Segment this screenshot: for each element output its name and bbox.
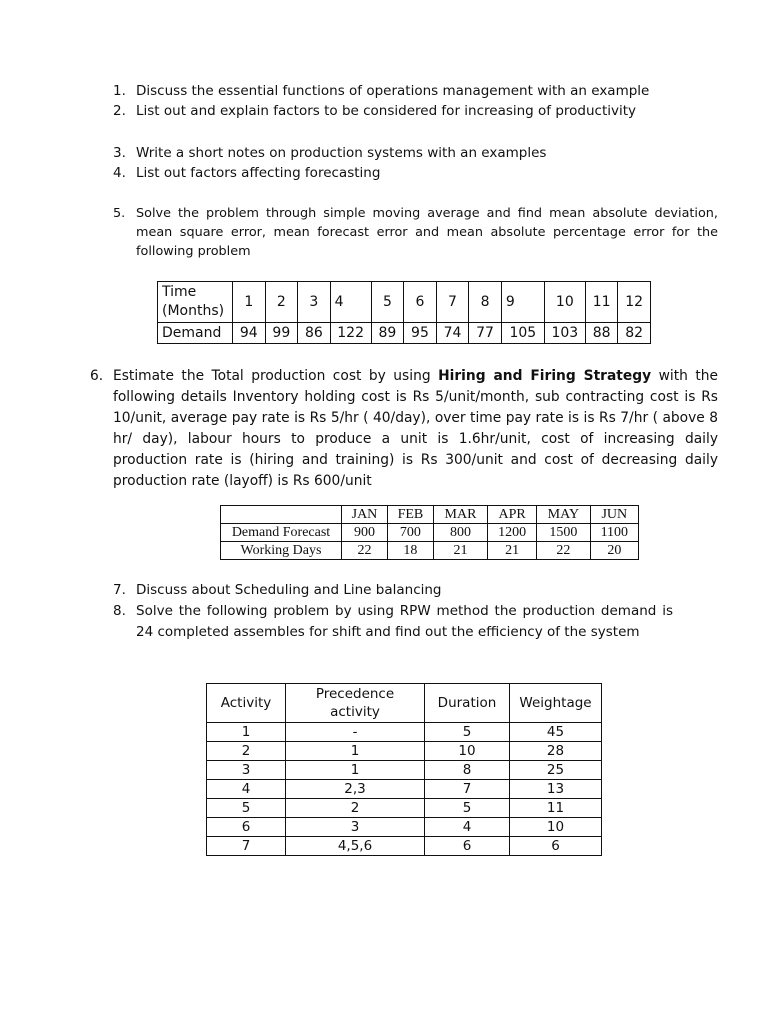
demand-cell: 99 xyxy=(265,323,298,344)
table-row xyxy=(207,818,602,837)
demand-table xyxy=(157,281,651,344)
column-header: Activity xyxy=(207,684,286,723)
table-cell: 45 xyxy=(510,723,602,742)
table-cell: 7 xyxy=(207,837,286,856)
table-cell: 20 xyxy=(590,542,638,560)
table-cell: 1 xyxy=(286,742,425,761)
month-cell: 5 xyxy=(371,282,404,323)
table-row-label: Demand Forecast xyxy=(221,524,342,542)
table-row xyxy=(207,837,602,856)
table-row-label: Demand xyxy=(158,323,233,344)
table-cell: 700 xyxy=(387,524,433,542)
table-cell: 5 xyxy=(207,799,286,818)
table-cell: 1 xyxy=(207,723,286,742)
demand-cell: 103 xyxy=(544,323,585,344)
column-header: APR xyxy=(488,506,537,524)
table-cell: 3 xyxy=(286,818,425,837)
table-cell: - xyxy=(286,723,425,742)
month-cell: 7 xyxy=(436,282,469,323)
table-cell: 5 xyxy=(425,723,510,742)
table-cell: 1500 xyxy=(537,524,591,542)
demand-cell: 89 xyxy=(371,323,404,344)
column-header: MAY xyxy=(537,506,591,524)
table-row xyxy=(221,506,639,524)
table-row xyxy=(158,323,651,344)
table-cell: 7 xyxy=(425,780,510,799)
column-header: MAR xyxy=(433,506,487,524)
table-cell: 10 xyxy=(510,818,602,837)
question-8: 8. Solve the following problem by using RPW method the production demand is 24 completed assembles for shift and find out the efficiency of the system xyxy=(113,601,673,643)
question-6-text: Estimate the Total production cost by using Hiring and Firing Strategy with the following details Inventory holding cost is Rs 5/unit/month, sub contracting cost is Rs 10/unit, average pay rate is Rs 5/hr ( 40/day), over time pay rate is is Rs 7/hr ( above 8 hr/ day), labour hours to produce a unit is 1.6hr/unit, cost of increasing daily production rate is (hiring and training) is Rs 300/unit and cost of decreasing daily production rate (layoff) is Rs 600/unit xyxy=(113,368,718,489)
question-7-text: Discuss about Scheduling and Line balancing xyxy=(136,582,442,598)
month-cell: 1 xyxy=(233,282,266,323)
table-cell: 13 xyxy=(510,780,602,799)
table-row xyxy=(221,542,639,560)
demand-cell: 77 xyxy=(469,323,502,344)
table-row xyxy=(207,742,602,761)
month-cell: 2 xyxy=(265,282,298,323)
month-cell: 4 xyxy=(330,282,371,323)
table-cell: 1 xyxy=(286,761,425,780)
column-header: Precedence activity xyxy=(286,684,425,723)
question-4-text: List out factors affecting forecasting xyxy=(136,165,381,181)
table-cell: 11 xyxy=(510,799,602,818)
table-row xyxy=(207,723,602,742)
table-cell: 21 xyxy=(433,542,487,560)
demand-cell: 94 xyxy=(233,323,266,344)
column-header: JUN xyxy=(590,506,638,524)
table-row xyxy=(207,684,602,723)
table-cell: 28 xyxy=(510,742,602,761)
month-cell: 6 xyxy=(404,282,437,323)
table-row-label: Time (Months) xyxy=(158,282,233,323)
table-cell: 18 xyxy=(387,542,433,560)
table-row-label: Working Days xyxy=(221,542,342,560)
table-row xyxy=(158,282,651,323)
table-row xyxy=(207,799,602,818)
table-cell: 22 xyxy=(342,542,388,560)
month-cell: 11 xyxy=(585,282,618,323)
table-cell: 6 xyxy=(425,837,510,856)
table-cell: 2,3 xyxy=(286,780,425,799)
table-cell: 900 xyxy=(342,524,388,542)
table-cell: 8 xyxy=(425,761,510,780)
column-header: Duration xyxy=(425,684,510,723)
month-cell: 8 xyxy=(469,282,502,323)
table-cell: 22 xyxy=(537,542,591,560)
strategy-name: Hiring and Firing Strategy xyxy=(438,368,652,384)
demand-cell: 122 xyxy=(330,323,371,344)
demand-cell: 95 xyxy=(404,323,437,344)
demand-cell: 82 xyxy=(618,323,651,344)
question-2: 2. List out and explain factors to be considered for increasing of productivity xyxy=(113,101,673,121)
month-cell: 12 xyxy=(618,282,651,323)
demand-cell: 86 xyxy=(298,323,331,344)
demand-cell: 105 xyxy=(501,323,544,344)
table-cell: 1100 xyxy=(590,524,638,542)
table-cell: 1200 xyxy=(488,524,537,542)
forecast-table xyxy=(220,505,639,560)
table-cell: 4,5,6 xyxy=(286,837,425,856)
column-header: Weightage xyxy=(510,684,602,723)
table-cell: 5 xyxy=(425,799,510,818)
question-8-text: Solve the following problem by using RPW method the production demand is 24 completed assembles for shift and find out the efficiency of the system xyxy=(136,603,673,640)
table-cell: 6 xyxy=(510,837,602,856)
table-cell: 6 xyxy=(207,818,286,837)
table-corner-cell xyxy=(221,506,342,524)
demand-cell: 74 xyxy=(436,323,469,344)
month-cell: 10 xyxy=(544,282,585,323)
question-5: 5. Solve the problem through simple moving average and find mean absolute deviation, mean square error, mean forecast error and mean absolute percentage error for the following problem xyxy=(113,206,718,259)
question-2-text: List out and explain factors to be considered for increasing of productivity xyxy=(136,103,637,119)
question-6: 6. Estimate the Total production cost by using Hiring and Firing Strategy with the following details Inventory holding cost is Rs 5/unit/month, sub contracting cost is Rs 10/unit, average pay rate is Rs 5/hr ( 40/day), over time pay rate is is Rs 7/hr ( above 8 hr/ day), labour hours to produce a unit is 1.6hr/unit, cost of increasing daily production rate is (hiring and training) is Rs 300/unit and cost of decreasing daily production rate (layoff) is Rs 600/unit xyxy=(90,366,718,492)
month-cell: 9 xyxy=(501,282,544,323)
question-3-text: Write a short notes on production systems with an examples xyxy=(136,145,547,161)
table-cell: 21 xyxy=(488,542,537,560)
column-header: JAN xyxy=(342,506,388,524)
table-row xyxy=(207,780,602,799)
document-page: 1. Discuss the essential functions of operations management with an example 2. List out and explain factors to be considered for increasing of productivity 3. Write a short notes on production systems with an examples 4. List out factors affecting forecasting 5. Solve the problem through simple moving average and find mean absolute deviation, mean square error, mean forecast error and mean absolute percentage error for the following problem Time (Months) 1 2 3 4 5 6 7 8 9 10 11 12 Demand 94 99 86 122 89 95 74 77 105 103 88 82 6. Estimate the Total production cost by using Hiring and Firing Strategy with the following details Inventory holding cost is Rs 5/unit/month, sub contracting cost is Rs 10/unit, average pay rate is Rs 5/hr ( 40/day), over time pay rate is is Rs 7/hr ( above 8 hr/ day), labour hours to produce a unit is 1.6hr/unit, cost of increasing daily production rate is (hiring and training) is Rs 300/unit and cost of decreasing daily production rate (layoff) is Rs 600/unit JAN FEB MAR APR MAY JUN Demand Forecast 900 700 800 1200 1500 1100 Working Days 22 18 21 21 22 20 7. Discuss about Scheduling and Line balancing 8. Solve the following problem by using RPW method the production demand is 24 completed assembles for shift and find out the efficiency of the system Activity Precedence activity Duration Weightage 1 - 5 45 2 1 10 28 3 1 8 25 4 2,3 7 13 5 2 5 11 6 3 4 10 7 4,5,6 6 6 xyxy=(90,83,718,854)
demand-cell: 88 xyxy=(585,323,618,344)
table-cell: 2 xyxy=(286,799,425,818)
question-5-text: Solve the problem through simple moving average and find mean absolute deviation, mean square error, mean forecast error and mean absolute percentage error for the following problem xyxy=(136,206,718,259)
question-1-text: Discuss the essential functions of operations management with an example xyxy=(136,83,650,99)
activity-table xyxy=(206,683,602,856)
table-cell: 2 xyxy=(207,742,286,761)
month-cell: 3 xyxy=(298,282,331,323)
table-cell: 800 xyxy=(433,524,487,542)
table-cell: 4 xyxy=(207,780,286,799)
table-cell: 25 xyxy=(510,761,602,780)
table-row xyxy=(221,524,639,542)
table-cell: 4 xyxy=(425,818,510,837)
table-row xyxy=(207,761,602,780)
table-cell: 3 xyxy=(207,761,286,780)
column-header: FEB xyxy=(387,506,433,524)
table-cell: 10 xyxy=(425,742,510,761)
